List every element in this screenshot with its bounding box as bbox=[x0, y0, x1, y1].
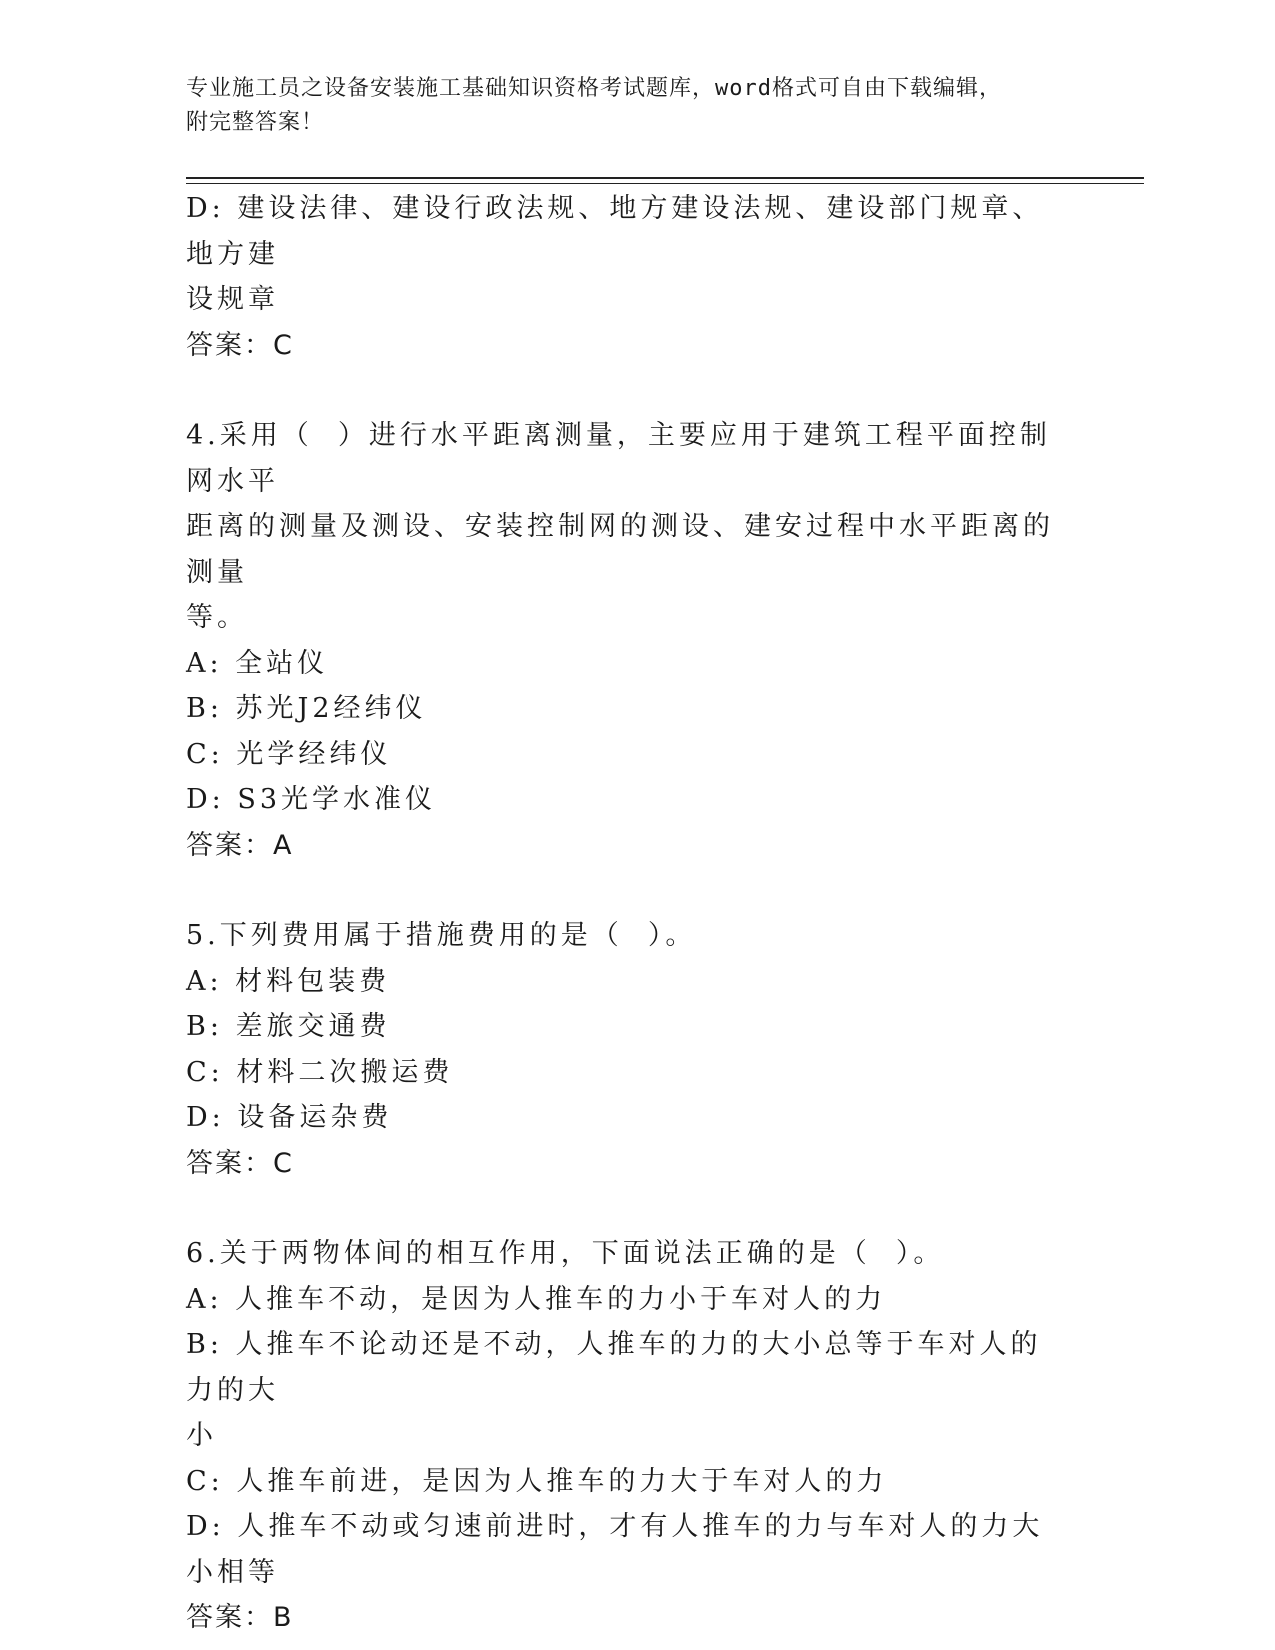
option-d-line-2: 设规章 bbox=[186, 284, 279, 315]
option-c: C: 光学经纬仪 bbox=[186, 738, 392, 770]
option-b: B: 苏光J2经纬仪 bbox=[186, 693, 427, 724]
question-stem: 5.下列费用属于措施费用的是（ ）。 bbox=[186, 920, 697, 951]
question-list bbox=[186, 186, 1066, 1641]
option-a: A: 人推车不动，是因为人推车的力小于车对人的力 bbox=[186, 1283, 887, 1315]
option-b-continued: 小 bbox=[186, 1420, 217, 1451]
question-3-continued bbox=[186, 186, 1066, 368]
answer-text: 答案：C bbox=[186, 329, 294, 361]
header-divider-thick bbox=[186, 177, 1144, 179]
option-d: D: 设备运杂费 bbox=[186, 1102, 393, 1133]
question-6 bbox=[186, 1231, 1066, 1641]
answer-text: 答案：C bbox=[186, 1147, 294, 1179]
question-stem: 4.采用（ ）进行水平距离测量，主要应用于建筑工程平面控制网水平 bbox=[186, 420, 1051, 497]
option-b: B: 人推车不论动还是不动，人推车的力的大小总等于车对人的力的大 bbox=[186, 1329, 1042, 1406]
header-divider-thin bbox=[186, 183, 1144, 184]
option-d-line-1: D: 建设法律、建设行政法规、地方建设法规、建设部门规章、地方建 bbox=[186, 193, 1044, 270]
option-b: B: 差旅交通费 bbox=[186, 1011, 391, 1042]
question-5 bbox=[186, 913, 1066, 1186]
answer-text: 答案：A bbox=[186, 829, 294, 861]
option-c: C: 材料二次搬运费 bbox=[186, 1056, 454, 1088]
option-a: A: 全站仪 bbox=[186, 647, 329, 679]
option-c: C: 人推车前进，是因为人推车的力大于车对人的力 bbox=[186, 1465, 888, 1497]
page-header bbox=[186, 72, 1066, 140]
option-a: A: 材料包装费 bbox=[186, 965, 391, 997]
question-stem: 6.关于两物体间的相互作用，下面说法正确的是（ ）。 bbox=[186, 1238, 945, 1269]
question-stem: 距离的测量及测设、安装控制网的测设、建安过程中水平距离的测量 bbox=[186, 511, 1054, 588]
option-d: D: S3光学水准仪 bbox=[186, 784, 437, 815]
answer-text: 答案：B bbox=[186, 1602, 294, 1633]
header-line-1: 专业施工员之设备安装施工基础知识资格考试题库，word格式可自由下载编辑， bbox=[186, 76, 1002, 101]
question-4 bbox=[186, 413, 1066, 868]
question-stem: 等。 bbox=[186, 602, 248, 633]
option-d: D: 人推车不动或匀速前进时，才有人推车的力与车对人的力大小相等 bbox=[186, 1511, 1044, 1588]
header-line-2: 附完整答案！ bbox=[186, 110, 325, 135]
